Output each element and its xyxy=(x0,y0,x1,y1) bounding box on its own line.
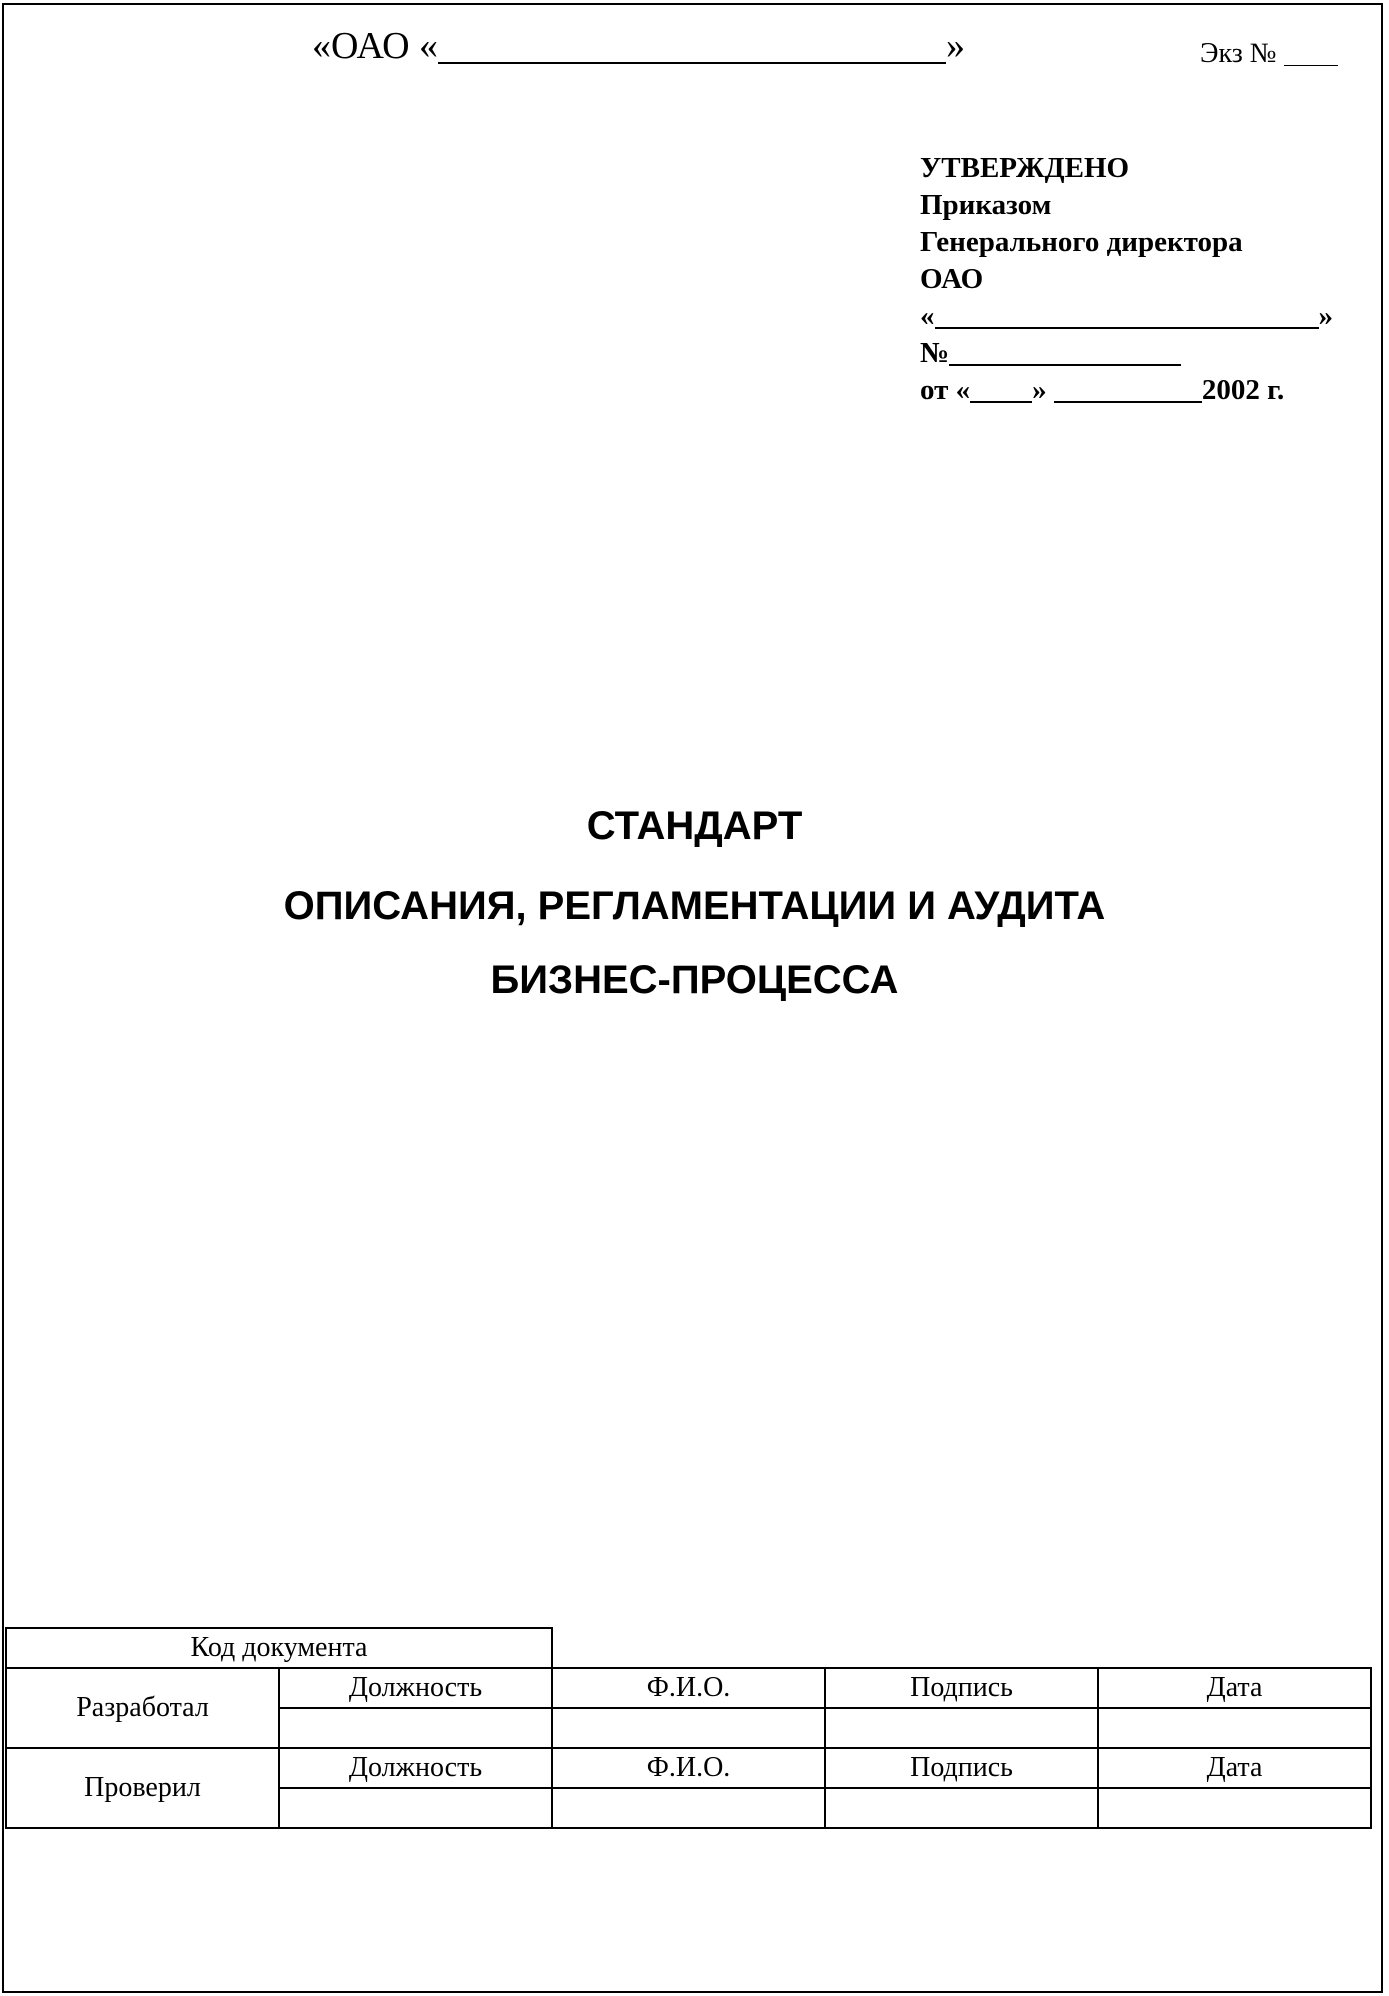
title-line-3: БИЗНЕС-ПРОЦЕССА xyxy=(490,958,899,1002)
approval-number: № xyxy=(920,335,1333,372)
doc-code-empty xyxy=(552,1628,1371,1668)
day-blank xyxy=(970,374,1032,403)
column-date: Дата xyxy=(1098,1668,1371,1708)
organization-line xyxy=(312,24,965,68)
approval-heading: УТВЕРЖДЕНО xyxy=(920,152,1130,184)
title-line-2: ОПИСАНИЯ, РЕГЛАМЕНТАЦИИ И АУДИТА xyxy=(283,884,1106,928)
approval-date: от « » 2002 г. xyxy=(920,374,1285,406)
copy-number xyxy=(1200,38,1338,70)
approval-order: Приказом xyxy=(920,189,1052,221)
doc-code-label: Код документа xyxy=(6,1628,552,1668)
order-number-blank xyxy=(949,337,1181,366)
org-suffix: » xyxy=(946,25,966,67)
copy-number-blank xyxy=(1284,39,1338,66)
developed-position-cell xyxy=(279,1708,552,1748)
column-date: Дата xyxy=(1098,1748,1371,1788)
title-line-1: СТАНДАРТ xyxy=(586,804,803,848)
approval-org: ОАО xyxy=(920,263,984,295)
developed-label: Разработал xyxy=(6,1668,279,1748)
column-signature: Подпись xyxy=(825,1748,1098,1788)
column-position: Должность xyxy=(279,1668,552,1708)
checked-signature-cell xyxy=(825,1788,1098,1828)
signature-table xyxy=(5,1627,1372,1829)
developed-name-cell xyxy=(552,1708,825,1748)
approval-org-name: « » xyxy=(920,300,1333,332)
developed-signature-cell xyxy=(825,1708,1098,1748)
column-name: Ф.И.О. xyxy=(552,1748,825,1788)
doc-code-row xyxy=(6,1628,1371,1668)
month-blank xyxy=(1054,374,1202,403)
org-name-blank xyxy=(438,28,946,64)
developed-row-header xyxy=(6,1668,1371,1708)
checked-row-header xyxy=(6,1748,1371,1788)
column-name: Ф.И.О. xyxy=(552,1668,825,1708)
checked-label: Проверил xyxy=(6,1748,279,1828)
checked-name-cell xyxy=(552,1788,825,1828)
column-position: Должность xyxy=(279,1748,552,1788)
developed-date-cell xyxy=(1098,1708,1371,1748)
checked-date-cell xyxy=(1098,1788,1371,1828)
org-prefix: «ОАО « xyxy=(312,25,439,67)
checked-position-cell xyxy=(279,1788,552,1828)
org-name-blank xyxy=(935,300,1319,329)
copy-label: Экз № xyxy=(1200,38,1277,69)
approval-block xyxy=(920,150,1333,409)
column-signature: Подпись xyxy=(825,1668,1098,1708)
approval-director: Генерального директора xyxy=(920,226,1243,258)
